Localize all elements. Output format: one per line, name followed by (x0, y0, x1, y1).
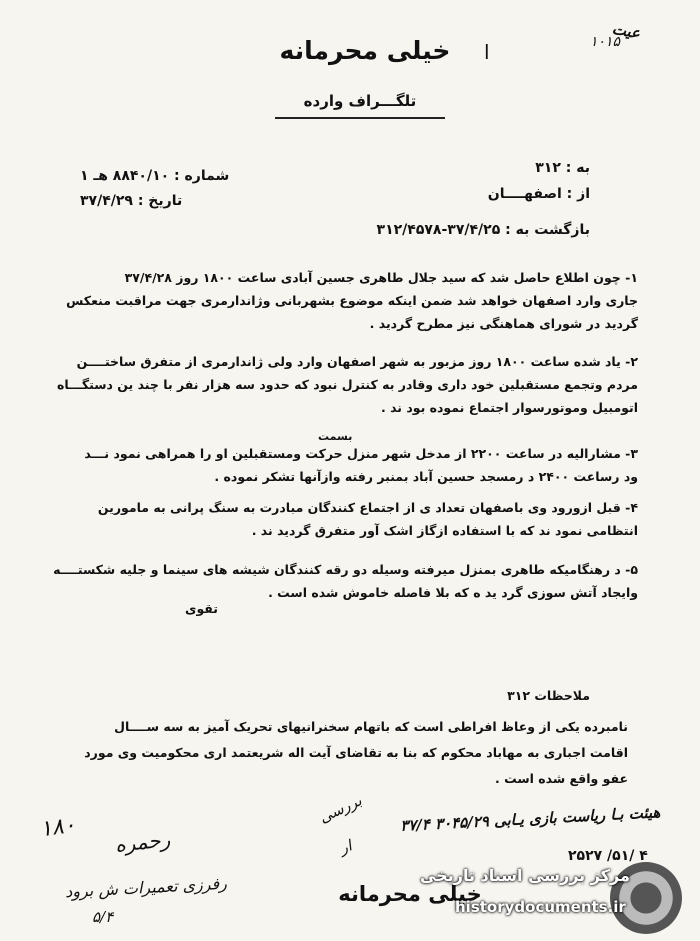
handwritten-number: ۱۸۰ (38, 812, 78, 843)
paragraph-2-line-3: اتومبیل وموتورسوار اجتماع نموده بود ند . (380, 400, 638, 415)
watermark-title: مرکز بررسی اسناد تاریخی (420, 866, 630, 885)
handwritten-center-note: بررسی (316, 791, 365, 827)
handwritten-date: ۵/۴ (92, 908, 114, 926)
reference: بازگشت به : ۳۷/۴/۲۵-۳۱۲/۴۵۷۸ (376, 222, 590, 238)
remarks-line-3: عفو واقع شده است . (494, 771, 628, 786)
paragraph-3-insertion: بسمت (318, 430, 353, 443)
remarks-line-1: نامبرده یکی از وعاظ افراطی است که باتهام سخنرانیهای تحریک آمیز به سه ســــال (114, 719, 628, 734)
header-mark: ا (484, 40, 490, 64)
classification-title: خیلی محرمانه (279, 36, 451, 65)
signature: تقوی (185, 601, 218, 616)
handwritten-corner-number: ۱۰۱۵ (590, 34, 621, 50)
remarks-line-2: اقامت اجباری به مهاباد محکوم که بنا به تقاضای آیت اله شریعتمد اری محکومیت وی مورد (84, 745, 628, 760)
paragraph-1-line-2: جاری وارد اصفهان خواهد شد ضمن اینکه موضوع بشهربانی وژاندارمری جهت مراقبت منعکس (66, 293, 638, 308)
recipient: به : ۳۱۲ (535, 160, 590, 176)
paragraph-1-line-1: ۱- چون اطلاع حاصل شد که سید جلال طاهری جسین آبادی ساعت ۱۸۰۰ روز ۳۷/۴/۲۸ (124, 270, 638, 285)
paragraph-1-line-3: گردید در شورای هماهنگی نیز مطرح گردید . (369, 316, 638, 331)
doc-number: شماره : ۸۸۴۰/۱۰ هـ ۱ (80, 168, 230, 184)
paragraph-3-line-2: ود رساعت ۲۴۰۰ د رمسجد حسین آباد بمنبر رفته وازآنها تشکر نموده . (214, 469, 638, 484)
handwritten-referral: هیئت بـا ریاست بازی یـابی ۳۰۴۵/۲۹ ۳۷/۴ (399, 803, 661, 835)
watermark-url: historydocuments.ir (455, 898, 626, 916)
handwritten-registration-number: ۲۵۲۷ /۵۱/ ۴ (568, 848, 648, 864)
handwritten-center-small: ار (337, 836, 355, 858)
paragraph-2-line-1: ۲- یاد شده ساعت ۱۸۰۰ روز مزبور به شهر اصفهان وارد ولی ژاندارمری از متفرق ساختــــن (76, 354, 638, 369)
handwritten-initial: رحمره (113, 827, 172, 857)
paragraph-4-line-2: انتظامی نمود ند که با استفاده ازگاز اشک آور متفرق گردید ند . (251, 523, 638, 538)
handwritten-note: رفرزی تعمیرات ش برود (64, 873, 228, 902)
title-underline (275, 117, 445, 119)
paragraph-2-line-2: مردم وتجمع مستقبلین خود داری وقادر به کنترل نبود که حدود سه هزار نفر با چند ین دستگـــاه (56, 377, 638, 392)
footer-classification: خیلی محرمانه (338, 882, 482, 906)
paragraph-4-line-1: ۴- قبل ازورود وی باصفهان تعداد ی از اجتماع کنندگان مبادرت به سنگ پرانی به مامورین (97, 500, 638, 515)
handwritten-corner-note: عیت (610, 19, 642, 43)
paragraph-5-line-1: ۵- د رهنگامیکه طاهری بمنزل میرفته وسیله دو رقه کنندگان شیشه های سینما و جلیه شکستــــه (53, 562, 638, 577)
doc-date: تاریخ : ۳۷/۴/۲۹ (80, 193, 183, 209)
document-type: تلگـــراف وارده (303, 92, 417, 110)
paragraph-3-line-1: ۳- مشارالیه در ساعت ۲۲۰۰ از مدخل شهر منزل حرکت ومستقبلین او را همراهی نمود نـــد (84, 446, 638, 461)
paragraph-5-line-2: وایجاد آتش سوزی گرد ید ه که بلا فاصله خاموش شده است . (268, 585, 638, 600)
remarks-title: ملاحظات ۳۱۲ (507, 688, 590, 703)
sender: از : اصفهــــان (487, 186, 590, 202)
